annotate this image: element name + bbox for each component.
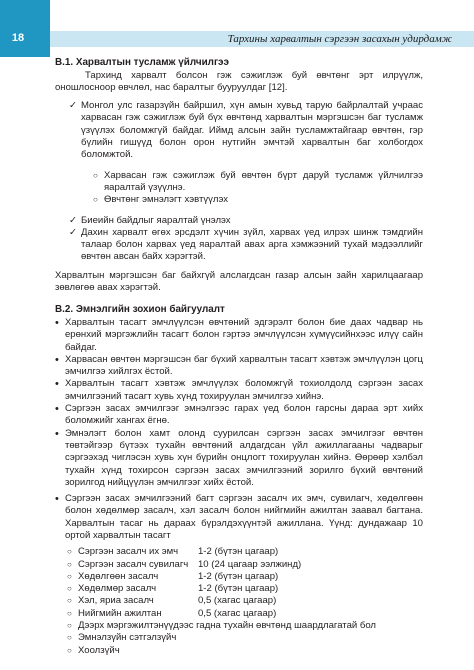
check-item-text: Монгол улс газарзүйн байршил, хүн амын хувьд тарую байрлалтай учраас харвасан гэж сэжиглэж буй бүх өвчтөнд харвалтын мэргэшсэн баг тусламж үзүүлэх боломжгүй байдаг. Иймд алсын зайн тусламжтайгаар өвчтөн, гэр бүлийн гишүүд болон орон нутгийн эмчтэй харвалтын баг холбогдох боломжтой. [81,100,423,161]
circle-bullet-icon: ○ [67,547,72,557]
staff-role: Нийгмийн ажилтан [78,607,162,619]
page-number: 18 [11,32,25,44]
checkmark-icon: ✓ [69,226,77,238]
staff-count: 0,5 (хагас цагаар) [198,595,277,607]
staff-count: 10 (24 цагаар ээлжинд) [198,558,302,570]
intro-paragraph: Тархинд харвалт болсон гэж сэжиглэж буй өвчтөнг эрт илрүүлж, оношлосноор өвчлөл, нас баралтыг бууруулдаг [12]. [55,69,423,93]
checkmark-icon: ✓ [69,100,77,112]
staff-row [55,595,423,607]
staff-row [55,608,423,620]
bullet-item-text: Харвалтын тасагт хэвтэж эмчлүүлэх боломжгүй тохиолдолд сэргээн засах эмчилгээний тасагт хувь хүнд тохируулан эмчилгээ хийнэ. [65,378,423,402]
sub-list-item [55,170,423,195]
staff-role: Хөдөлмөр засалч [78,583,157,595]
bullet-item [55,317,423,354]
bullet-icon: • [55,427,59,440]
circle-bullet-icon: ○ [67,584,72,594]
page-number-box [0,0,50,57]
bullet-item-text: Харвалтын тасагт эмчлүүлсэн өвчтөний эдгэрэлт болон бие даах чадвар нь ерөнхий мэргэжлийн тасагт болон гэртээ эмчлүүлсэн хүмүүсийнхээс илүү сайн байдаг. [65,316,423,353]
running-title: Тархины харвалтын сэргээн засахын удирдамж [227,33,452,45]
bullet-icon: • [55,378,59,391]
staff-row [55,559,423,571]
checkmark-icon: ✓ [69,214,77,226]
circle-bullet-icon: ○ [67,645,72,655]
staff-extra-row [55,620,423,632]
bullet-item [55,354,423,379]
staff-list [55,546,423,657]
bullet-item-text: Сэргээн засах эмчилгээний багт сэргээн засалч их эмч, сувилагч, хөдөлгөөн болон хөдөлмөр засалч, хэл засалч болон нийгмийн ажилтан заавал багтана. Харвалтын тасаг нь дараах бүрэлдэхүүнтэй ажиллана. Үүнд: дундажаар 10 ортой харвалтын тасагт [65,493,423,541]
staff-row [55,571,423,583]
bullet-item [55,378,423,403]
staff-extra-text: Эмнэлзүйн сэтгэлзүйч [78,632,177,644]
staff-row [55,546,423,558]
staff-role: Хөдөлгөөн засалч [78,570,159,582]
page-body [55,57,423,657]
bullet-icon: • [55,353,59,366]
bullet-icon: • [55,493,59,506]
staff-extra-row [55,632,423,644]
staff-count: 0,5 (хагас цагаар) [198,607,277,619]
check-item [55,215,423,227]
staff-extra-row [55,645,423,657]
section-heading-b1: В.1. Харвалтын тусламж үйлчилгээ [55,57,229,68]
check-item-text: Биеийн байдлыг яаралтай үнэлэх [81,214,231,226]
check-item [55,100,423,161]
staff-row [55,583,423,595]
bullet-item-text: Харвасан өвчтөн мэргэшсэн баг бүхий харвалтын тасагт хэвтэж эмчлүүлэн цогц эмчилгээ хийлгэх ёстой. [65,353,423,378]
bullet-item [55,428,423,489]
circle-bullet-icon: ○ [67,633,72,643]
circle-bullet-icon: ○ [67,608,72,618]
closing-paragraph: Харвалтын мэргэшсэн баг байхгүй алслагдсан газар алсын зайн харилцаагаар зөвлөгөө авах хэрэгтэй. [55,269,423,294]
staff-role: Хэл, яриа засалч [78,595,154,607]
page-header [0,0,474,58]
staff-role: Сэргээн засалч сувилагч [78,558,189,570]
circle-bullet-icon: ○ [93,195,98,205]
staff-extra-text: Дээрх мэргэжилтэнүүдээс гадна тухайн өвчтөнд шаардлагатай бол [78,620,376,632]
staff-count: 1-2 (бүтэн цагаар) [198,546,279,558]
staff-extra-text: Хоолзүйч [78,644,120,656]
check-item [55,227,423,264]
sub-list-item-text: Өвчтөнг эмнэлэгт хэвтүүлэх [104,194,228,206]
circle-bullet-icon: ○ [67,559,72,569]
circle-bullet-icon: ○ [67,621,72,631]
bullet-item [55,403,423,428]
staff-role: Сэргээн засалч их эмч [78,546,179,558]
staff-count: 1-2 (бүтэн цагаар) [198,570,279,582]
bullet-item [55,493,423,542]
bullet-icon: • [55,403,59,416]
circle-bullet-icon: ○ [67,596,72,606]
bullet-icon: • [55,316,59,329]
bullet-item-text: Сэргээн засах эмчилгээг эмнэлгээс гарах үед болон гарсны дараа эрт хийх боломжийг хангах ёгнө. [65,403,423,427]
staff-count: 1-2 (бүтэн цагаар) [198,583,279,595]
circle-bullet-icon: ○ [67,571,72,581]
section-heading-b2: В.2. Эмнэлгийн зохион байгуулалт [55,304,225,316]
sub-list-item-text: Харвасан гэж сэжиглэж буй өвчтөн бүрт даруй тусламж үйлчилгээ яаралтай үзүүлнэ. [104,169,423,193]
circle-bullet-icon: ○ [93,170,98,180]
check-item-text: Дахин харвалт өгөх эрсдэлт хүчин зүйл, харвах үед илрэх шинж тэмдгийн талаар болон харвах үед яаралтай авах арга хэмжээний тухай мэдээллийг өвчтөн авсан байх хэрэгтэй. [81,226,423,263]
bullet-item-text: Эмнэлэгт болон хамт олонд суурилсан сэргээн засах эмчилгээг өвчтөн төвтэйгээр бүтээх тухайн өвчтөний алдагдсан үйл ажиллагааны чадварыг сэргээхэд чиглэсэн хувь хүн бүрийн онцлогт тохируулан хийнэ. Өөрөөр хэлбэл тухайн хүнд тохирсон сэргээн засах эмчилгээний зорилго бүхий өвчтөний зорилгод нийцүүлэн эмчилгээг хийх ёстой. [65,427,423,488]
sub-list-item [55,194,423,206]
